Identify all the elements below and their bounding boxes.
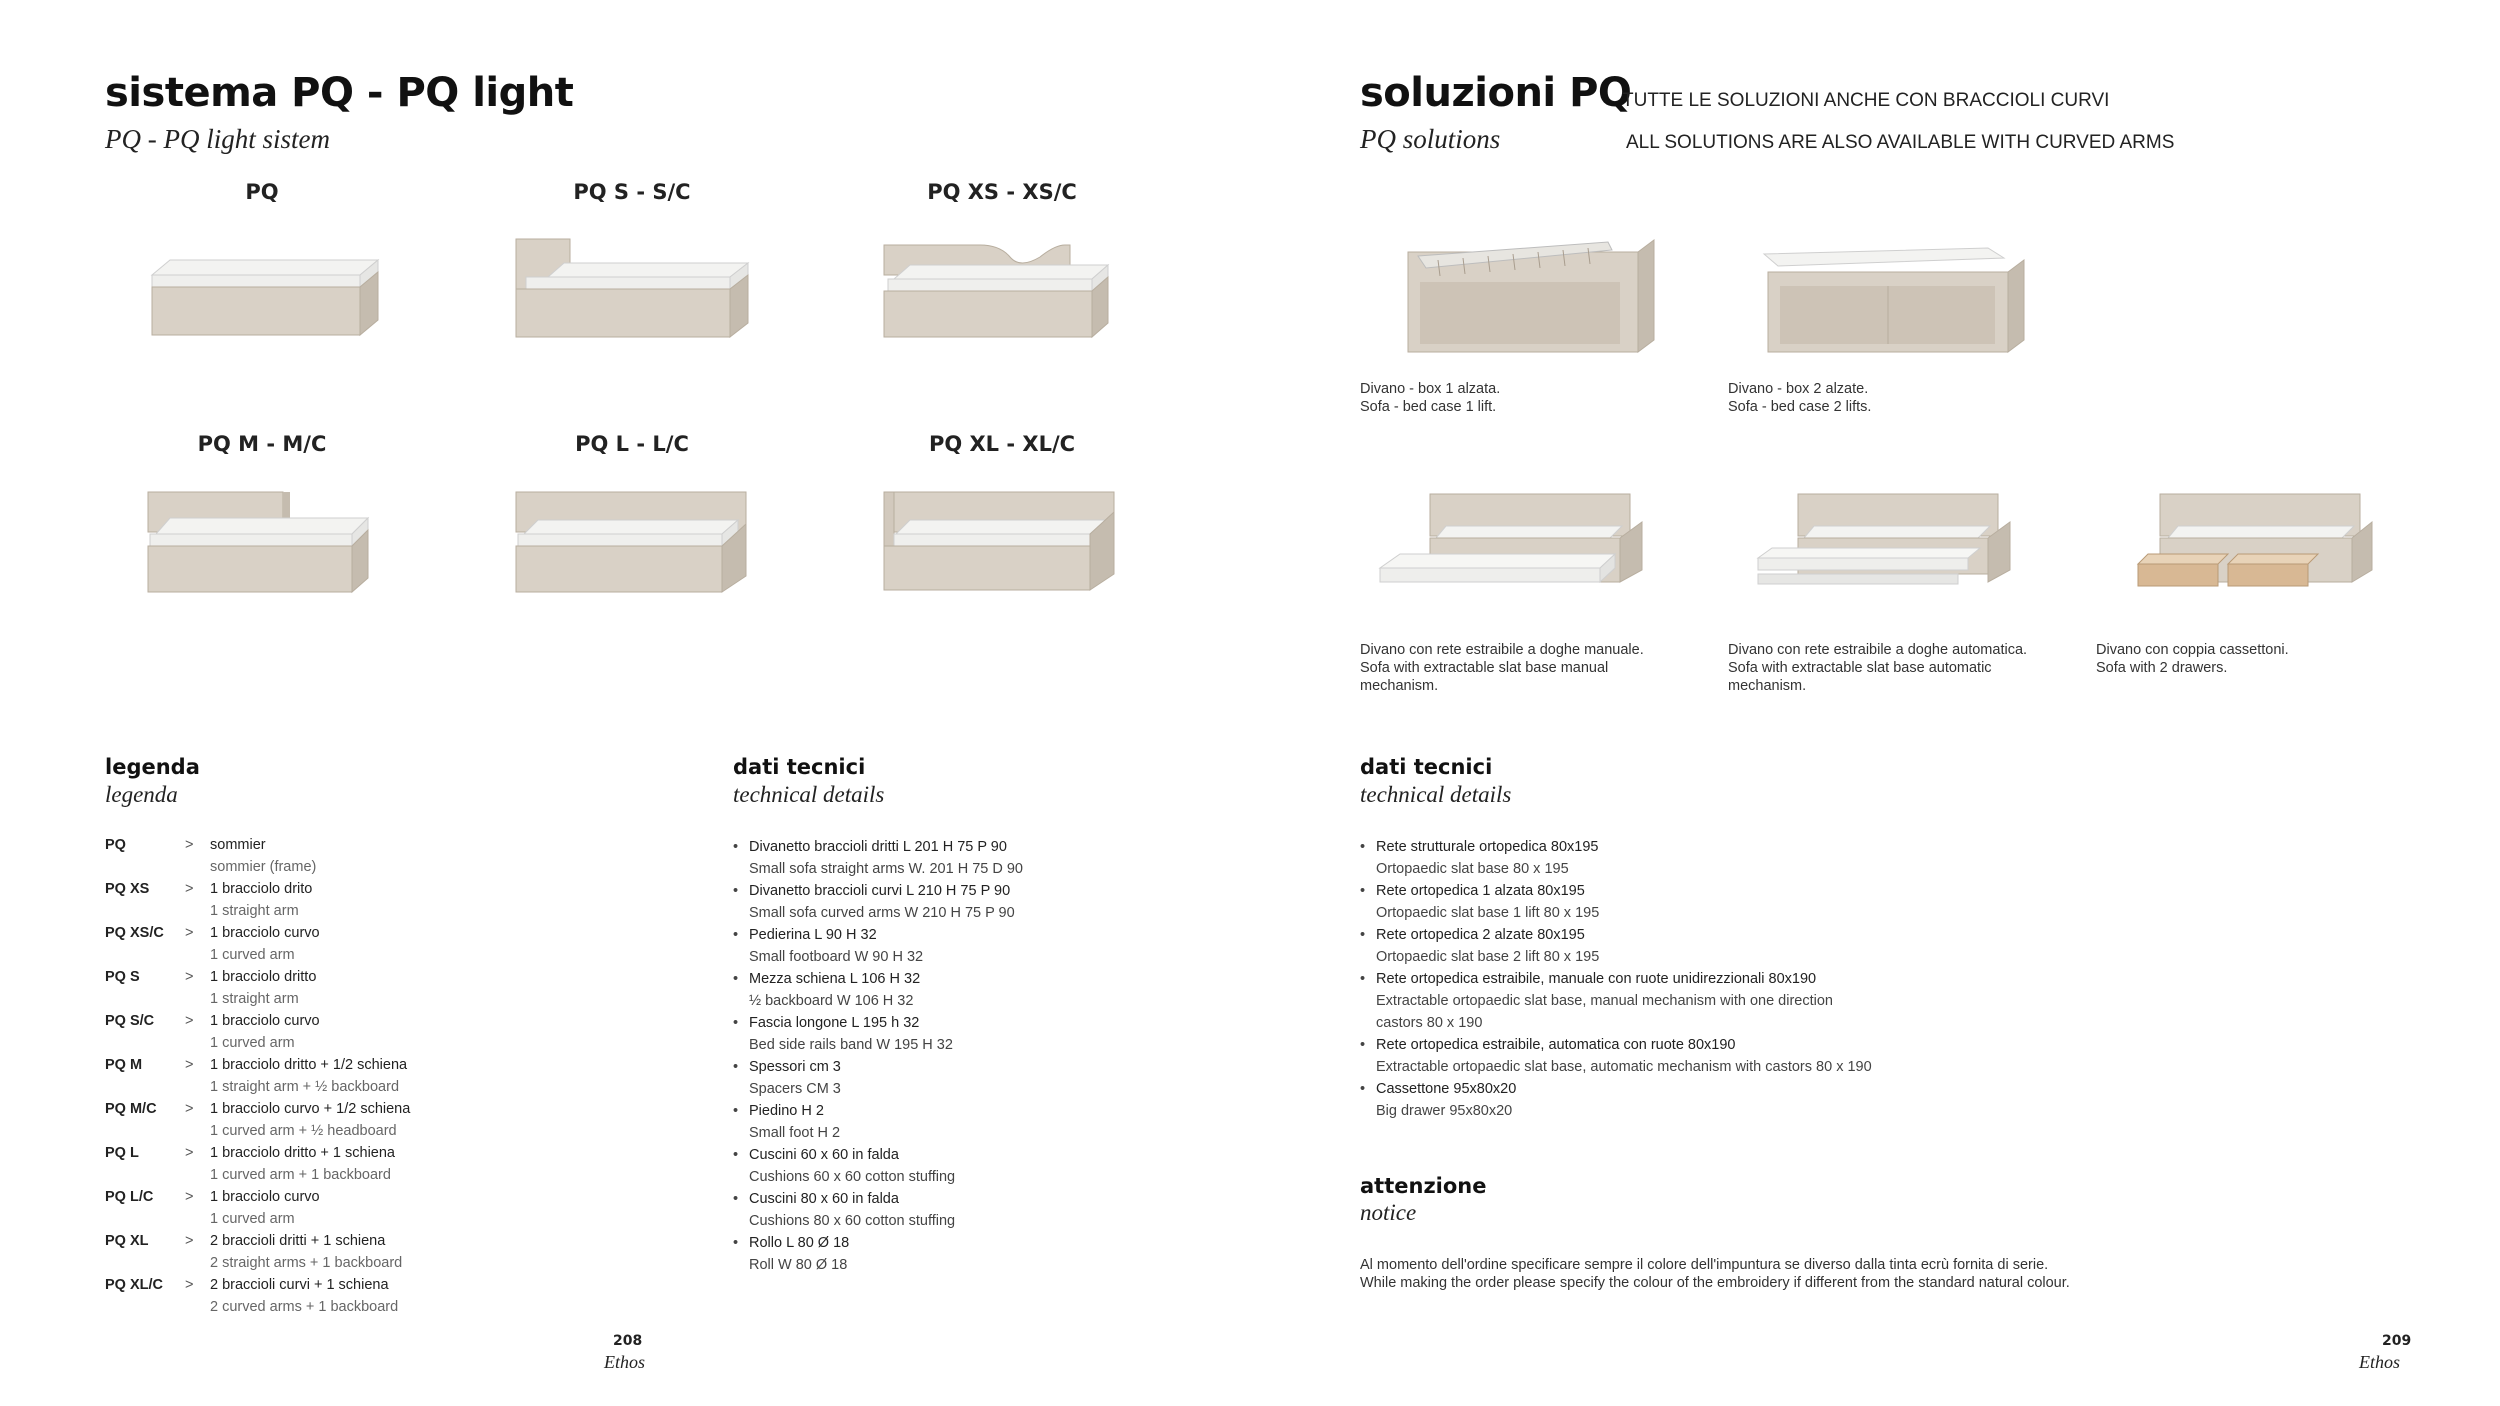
legend-italian: 1 bracciolo curvo bbox=[210, 925, 320, 941]
tech-item bbox=[1360, 880, 1872, 924]
legend-english: 1 curved arm + ½ headboard bbox=[210, 1123, 397, 1139]
solution-image-automatic-slat bbox=[1728, 488, 2028, 638]
notice-subheading: notice bbox=[1360, 1200, 1417, 1225]
legend-english: sommier (frame) bbox=[210, 859, 317, 875]
legend-code: PQ XS bbox=[105, 881, 150, 897]
sofa-image-pq bbox=[140, 235, 400, 370]
bullet-icon: • bbox=[1360, 1037, 1366, 1053]
tech-item bbox=[733, 1188, 1023, 1232]
product-label-pq-xl: PQ XL - XL/C bbox=[928, 432, 1076, 456]
tech-item-english: Cushions 80 x 60 cotton stuffing bbox=[749, 1213, 956, 1229]
bullet-icon: • bbox=[733, 1147, 739, 1163]
legend-arrow: > bbox=[185, 1013, 194, 1029]
tech-item-english: Small foot H 2 bbox=[749, 1125, 841, 1141]
legend-arrow: > bbox=[185, 837, 194, 853]
tech-item-line: Cassettone 95x80x20 bbox=[1376, 1081, 1517, 1097]
tech-item-line: Rete ortopedica 1 alzata 80x195 bbox=[1376, 883, 1585, 899]
solution-image-manual-slat bbox=[1360, 488, 1660, 638]
tech-item bbox=[1360, 836, 1872, 880]
sofa-image-pq-m bbox=[140, 488, 400, 623]
tech-list-left bbox=[733, 836, 1023, 1276]
sofa-image-pq-s bbox=[510, 235, 770, 370]
tech-subheading-left: technical details bbox=[733, 782, 885, 807]
bullet-icon: • bbox=[1360, 927, 1366, 943]
notice-text-it: Al momento dell'ordine specificare sempre il colore dell'impuntura se diverso dalla tinta ecrù fornita di serie. bbox=[1360, 1257, 2049, 1273]
solution-caption-manual-slat bbox=[1360, 641, 1680, 695]
legend-subheading: legenda bbox=[105, 782, 178, 807]
page-subtitle-right: PQ solutions bbox=[1360, 124, 1501, 154]
caption-line-it: Divano con rete estraibile a doghe automatica. bbox=[1728, 642, 2028, 658]
legend-arrow: > bbox=[185, 925, 194, 941]
bullet-icon: • bbox=[733, 1015, 739, 1031]
tech-item-line: Rete ortopedica estraibile, manuale con ruote unidirezzionali 80x190 bbox=[1376, 971, 1817, 987]
legend-italian: 1 bracciolo curvo + 1/2 schiena bbox=[210, 1101, 411, 1117]
solution-caption-box-2-lifts bbox=[1728, 380, 2048, 416]
legend-arrow: > bbox=[185, 1057, 194, 1073]
legend-italian: 1 bracciolo dritto + 1 schiena bbox=[210, 1145, 395, 1161]
bullet-icon: • bbox=[1360, 971, 1366, 987]
bullet-icon: • bbox=[733, 839, 739, 855]
tech-item-italian: Rollo L 80 Ø 18 bbox=[749, 1235, 850, 1251]
tech-item-italian: Divanetto braccioli curvi L 210 H 75 P 90 bbox=[749, 883, 1011, 899]
legend-english: 1 curved arm bbox=[210, 1035, 295, 1051]
legend-arrow: > bbox=[185, 1101, 194, 1117]
solution-caption-box-1-lift bbox=[1360, 380, 1680, 416]
bullet-icon: • bbox=[1360, 883, 1366, 899]
legend-english: 2 straight arms + 1 backboard bbox=[210, 1255, 403, 1271]
legend-italian: sommier bbox=[210, 837, 266, 853]
legend-italian: 1 bracciolo drito bbox=[210, 881, 313, 897]
tech-item-line: Extractable ortopaedic slat base, automatic mechanism with castors 80 x 190 bbox=[1376, 1059, 1872, 1075]
caption-line-en: Sofa - bed case 1 lift. bbox=[1360, 399, 1497, 415]
tech-item bbox=[733, 1232, 1023, 1276]
legend-arrow: > bbox=[185, 969, 194, 985]
legend-code: PQ S bbox=[105, 969, 140, 985]
legend-italian: 1 bracciolo curvo bbox=[210, 1013, 320, 1029]
product-label-pq-m: PQ M - M/C bbox=[197, 432, 327, 456]
notice-text-en: While making the order please specify the colour of the embroidery if different from the standard natural colour. bbox=[1360, 1275, 2070, 1291]
tech-subheading-right: technical details bbox=[1360, 782, 1512, 807]
tech-item-line: Big drawer 95x80x20 bbox=[1376, 1103, 1513, 1119]
bullet-icon: • bbox=[1360, 1081, 1366, 1097]
legend-code: PQ M bbox=[105, 1057, 143, 1073]
legend-english: 1 curved arm + 1 backboard bbox=[210, 1167, 391, 1183]
tech-item-line: castors 80 x 190 bbox=[1376, 1015, 1483, 1031]
curved-arms-note-it: TUTTE LE SOLUZIONI ANCHE CON BRACCIOLI CURVI bbox=[1622, 90, 2110, 111]
legend-english: 1 curved arm bbox=[210, 1211, 295, 1227]
tech-item-english: ½ backboard W 106 H 32 bbox=[749, 993, 914, 1009]
bullet-icon: • bbox=[733, 1103, 739, 1119]
legend-code: PQ S/C bbox=[105, 1013, 155, 1029]
bullet-icon: • bbox=[733, 1191, 739, 1207]
tech-item-english: Bed side rails band W 195 H 32 bbox=[749, 1037, 953, 1053]
sofa-image-pq-xs bbox=[880, 235, 1140, 370]
tech-item bbox=[1360, 924, 1872, 968]
product-label-pq-s: PQ S - S/C bbox=[573, 180, 691, 204]
caption-line-en: Sofa with 2 drawers. bbox=[2096, 660, 2228, 676]
tech-item-italian: Pedierina L 90 H 32 bbox=[749, 927, 877, 943]
solution-image-box-1-lift bbox=[1368, 232, 1668, 372]
legend-italian: 1 bracciolo dritto + 1/2 schiena bbox=[210, 1057, 408, 1073]
tech-item-italian: Cuscini 80 x 60 in falda bbox=[749, 1191, 899, 1207]
product-label-pq: PQ bbox=[245, 180, 279, 204]
legend-arrow: > bbox=[185, 1189, 194, 1205]
legend-arrow: > bbox=[185, 881, 194, 897]
tech-item bbox=[1360, 1078, 1872, 1122]
caption-line-en-cont: mechanism. bbox=[1728, 678, 1807, 694]
legend-english: 1 straight arm + ½ backboard bbox=[210, 1079, 400, 1095]
caption-line-it: Divano - box 2 alzate. bbox=[1728, 381, 1869, 397]
bullet-icon: • bbox=[1360, 839, 1366, 855]
tech-item bbox=[733, 924, 1023, 968]
tech-item bbox=[733, 1012, 1023, 1056]
bullet-icon: • bbox=[733, 1059, 739, 1075]
legend-english: 2 curved arms + 1 backboard bbox=[210, 1299, 399, 1315]
caption-line-en-cont: mechanism. bbox=[1360, 678, 1439, 694]
legend-arrow: > bbox=[185, 1233, 194, 1249]
legend-code: PQ M/C bbox=[105, 1101, 157, 1117]
tech-item-italian: Mezza schiena L 106 H 32 bbox=[749, 971, 921, 987]
caption-line-it: Divano con rete estraibile a doghe manuale. bbox=[1360, 642, 1644, 658]
legend-code: PQ XS/C bbox=[105, 925, 164, 941]
legend-code: PQ L bbox=[105, 1145, 139, 1161]
solution-caption-drawers bbox=[2096, 641, 2416, 677]
legend-code: PQ XL bbox=[105, 1233, 149, 1249]
tech-item bbox=[733, 836, 1023, 880]
tech-item-english: Roll W 80 Ø 18 bbox=[749, 1257, 848, 1273]
legend-italian: 1 bracciolo dritto bbox=[210, 969, 317, 985]
tech-item-english: Small sofa straight arms W. 201 H 75 D 90 bbox=[749, 861, 1023, 877]
caption-line-it: Divano con coppia cassettoni. bbox=[2096, 642, 2289, 658]
tech-item bbox=[1360, 1034, 1872, 1078]
brand-name-left: Ethos bbox=[604, 1352, 646, 1372]
legend-english: 1 straight arm bbox=[210, 991, 299, 1007]
caption-line-en: Sofa with extractable slat base manual bbox=[1360, 660, 1609, 676]
tech-heading-right: dati tecnici bbox=[1360, 755, 1493, 779]
brand-name-right: Ethos bbox=[2359, 1352, 2401, 1372]
tech-item-english: Small footboard W 90 H 32 bbox=[749, 949, 924, 965]
bullet-icon: • bbox=[733, 927, 739, 943]
caption-line-en: Sofa with extractable slat base automatic bbox=[1728, 660, 1992, 676]
tech-item-line: Rete ortopedica 2 alzate 80x195 bbox=[1376, 927, 1585, 943]
page-title-right: soluzioni PQ bbox=[1360, 70, 1632, 116]
page-title-left: sistema PQ - PQ light bbox=[105, 70, 574, 116]
tech-item-italian: Cuscini 60 x 60 in falda bbox=[749, 1147, 899, 1163]
solution-image-box-2-lifts bbox=[1738, 232, 2038, 372]
tech-item bbox=[733, 1144, 1023, 1188]
tech-item-line: Ortopaedic slat base 1 lift 80 x 195 bbox=[1376, 905, 1600, 921]
legend-english: 1 straight arm bbox=[210, 903, 299, 919]
caption-line-en: Sofa - bed case 2 lifts. bbox=[1728, 399, 1872, 415]
product-label-pq-l: PQ L - L/C bbox=[575, 432, 689, 456]
tech-item bbox=[733, 1056, 1023, 1100]
legend-italian: 2 braccioli curvi + 1 schiena bbox=[210, 1277, 389, 1293]
tech-item-line: Extractable ortopaedic slat base, manual mechanism with one direction bbox=[1376, 993, 1833, 1009]
tech-item-line: Rete strutturale ortopedica 80x195 bbox=[1376, 839, 1599, 855]
solution-image-drawers bbox=[2098, 488, 2398, 638]
notice-heading: attenzione bbox=[1360, 1174, 1487, 1198]
page-subtitle-left: PQ - PQ light sistem bbox=[105, 124, 330, 154]
sofa-image-pq-xl bbox=[880, 488, 1140, 623]
tech-item-italian: Spessori cm 3 bbox=[749, 1059, 841, 1075]
legend-arrow: > bbox=[185, 1145, 194, 1161]
tech-heading-left: dati tecnici bbox=[733, 755, 866, 779]
tech-list-right bbox=[1360, 836, 1872, 1122]
tech-item-italian: Piedino H 2 bbox=[749, 1103, 824, 1119]
legend-code: PQ bbox=[105, 837, 126, 853]
tech-item-english: Small sofa curved arms W 210 H 75 P 90 bbox=[749, 905, 1015, 921]
page-number-right: 209 bbox=[2382, 1333, 2412, 1349]
legend-code: PQ XL/C bbox=[105, 1277, 164, 1293]
tech-item-english: Spacers CM 3 bbox=[749, 1081, 841, 1097]
tech-item bbox=[1360, 968, 1872, 1034]
caption-line-it: Divano - box 1 alzata. bbox=[1360, 381, 1501, 397]
product-label-pq-xs: PQ XS - XS/C bbox=[927, 180, 1077, 204]
sofa-image-pq-l bbox=[510, 488, 770, 623]
tech-item bbox=[733, 968, 1023, 1012]
tech-item-italian: Divanetto braccioli dritti L 201 H 75 P 90 bbox=[749, 839, 1007, 855]
tech-item-line: Rete ortopedica estraibile, automatica con ruote 80x190 bbox=[1376, 1037, 1736, 1053]
legend-english: 1 curved arm bbox=[210, 947, 295, 963]
tech-item-line: Ortopaedic slat base 2 lift 80 x 195 bbox=[1376, 949, 1600, 965]
tech-item-english: Cushions 60 x 60 cotton stuffing bbox=[749, 1169, 956, 1185]
page-number-left: 208 bbox=[613, 1333, 643, 1349]
legend-italian: 1 bracciolo curvo bbox=[210, 1189, 320, 1205]
bullet-icon: • bbox=[733, 971, 739, 987]
legend-code: PQ L/C bbox=[105, 1189, 154, 1205]
bullet-icon: • bbox=[733, 1235, 739, 1251]
tech-item-italian: Fascia longone L 195 h 32 bbox=[749, 1015, 920, 1031]
tech-item-line: Ortopaedic slat base 80 x 195 bbox=[1376, 861, 1569, 877]
tech-item bbox=[733, 1100, 1023, 1144]
bullet-icon: • bbox=[733, 883, 739, 899]
legend-italian: 2 braccioli dritti + 1 schiena bbox=[210, 1233, 386, 1249]
legend-heading: legenda bbox=[105, 755, 200, 779]
legend-arrow: > bbox=[185, 1277, 194, 1293]
solution-caption-automatic-slat bbox=[1728, 641, 2048, 695]
curved-arms-note-en: ALL SOLUTIONS ARE ALSO AVAILABLE WITH CURVED ARMS bbox=[1626, 132, 2175, 153]
tech-item bbox=[733, 880, 1023, 924]
